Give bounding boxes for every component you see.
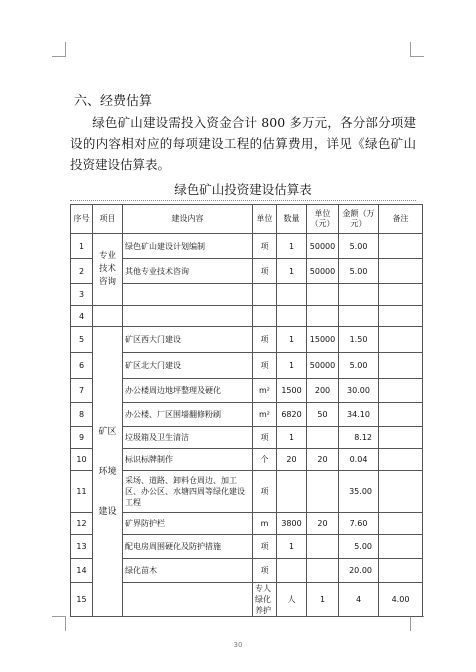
crop-mark [52,616,66,617]
cell-no: 7 [71,379,93,403]
cell-unit: 人 [277,583,307,617]
header-unit: 单位 [253,205,277,234]
cell-no: 8 [71,403,93,427]
cell-note [379,306,423,327]
cell-content: 其他专业技术咨询 [123,259,253,284]
cell-note [379,535,423,559]
cell-amount: 8.12 [339,427,379,449]
table-row [71,449,423,471]
cell-unit: 项 [253,353,277,379]
cell-price: 50 [307,403,339,427]
table-row [71,471,423,513]
cell-note [379,559,423,583]
cell-price: 20 [307,449,339,471]
table-title: 绿色矿山投资建设估算表 [174,182,312,197]
header-qty: 数量 [277,205,307,234]
table-row [71,403,423,427]
divider [70,200,416,201]
cell-content: 矿区北大门建设 [123,353,253,379]
table-row [71,259,423,284]
cell-amount: 4.00 [379,583,423,617]
cell-amount: 5.00 [339,259,379,284]
cell-unit: 项 [253,559,277,583]
cell-note [379,353,423,379]
cell-qty: 1500 [277,379,307,403]
cell-content: 垃圾箱及卫生清洁 [123,427,253,449]
cell-no: 1 [71,234,93,259]
cell-price: 200 [307,379,339,403]
cell-unit: m² [253,379,277,403]
table-row [71,234,423,259]
cell-note [379,327,423,353]
cell-qty: 1 [277,259,307,284]
table-row [71,513,423,535]
cell-no: 9 [71,427,93,449]
cell-note [379,284,423,306]
header-note: 备注 [379,205,423,234]
cell-qty: 1 [307,583,339,617]
table-row [71,379,423,403]
section-heading: 六、经费估算 [74,94,153,109]
cell-content: 专人绿化养护 [253,583,277,617]
cell-price [307,306,339,327]
cell-amount: 1.50 [339,327,379,353]
cell-price: 50000 [307,234,339,259]
page-number: 30 [233,641,243,649]
header-content: 建设内容 [123,205,253,234]
cell-amount: 35.00 [339,471,379,513]
cell-no: 15 [71,583,93,617]
cell-price [307,471,339,513]
cell-content: 绿色矿山建设计划编制 [123,234,253,259]
cell-note [379,513,423,535]
table-row [71,353,423,379]
cell-project [93,306,123,327]
header-project: 项目 [93,205,123,234]
paragraph-text: 绿色矿山建设需投入资金合计 800 多万元，各分部分项建设的内容相对应的每项建设工程的估算费用，详见《绿色矿山投资建设估算表。 [70,115,416,172]
cell-content: 配电房周围硬化及防护措施 [123,535,253,559]
cell-amount: 34.10 [339,403,379,427]
cell-note [379,234,423,259]
crop-mark [410,56,424,57]
cell-content: 采场、道路、卸料仓周边、加工区、办公区、水塘四周等绿化建设工程 [123,471,253,513]
table-row [71,284,423,306]
crop-mark [65,42,66,56]
cell-content: 标识标牌制作 [123,449,253,471]
cell-price: 50000 [307,353,339,379]
cell-project [123,583,253,617]
cell-no: 4 [71,306,93,327]
table-row [71,535,423,559]
cell-no: 10 [71,449,93,471]
cell-unit: 项 [253,259,277,284]
cell-price: 15000 [307,327,339,353]
cell-content: 矿界防护栏 [123,513,253,535]
cell-note [379,471,423,513]
cell-qty: 3800 [277,513,307,535]
cell-no: 5 [71,327,93,353]
cell-project-group: 矿区 环境 建设 [93,327,123,617]
cell-note [379,403,423,427]
cell-unit: m² [253,403,277,427]
header-price: 单位（元） [307,205,339,234]
cell-content: 办公楼、厂区围墙翻修粉刷 [123,403,253,427]
cell-qty: 1 [277,234,307,259]
cell-no: 14 [71,559,93,583]
table-row [71,327,423,353]
cell-amount: 5.00 [339,234,379,259]
cell-amount: 5.00 [339,535,379,559]
cell-qty [277,306,307,327]
cell-price [307,284,339,306]
cell-qty: 20 [277,449,307,471]
cell-content: 矿区西大门建设 [123,327,253,353]
cell-qty: 1 [277,535,307,559]
cell-amount [339,284,379,306]
table-header-row [71,205,423,234]
cell-price [307,559,339,583]
header-amount: 金额（万元） [339,205,379,234]
cell-no: 2 [71,259,93,284]
crop-mark [65,617,66,631]
cell-unit: 项 [253,471,277,513]
cell-qty [277,284,307,306]
cell-amount [339,306,379,327]
cell-amount: 20.00 [339,559,379,583]
cell-note [379,259,423,284]
cell-content [123,284,253,306]
cell-price: 4 [339,583,379,617]
body-paragraph [70,112,416,175]
header-no: 序号 [71,205,93,234]
budget-table [70,204,423,617]
cell-note [379,379,423,403]
cell-amount: 7.60 [339,513,379,535]
cell-price [307,427,339,449]
cell-unit: 项 [253,535,277,559]
cell-qty: 1 [277,427,307,449]
cell-content [123,306,253,327]
cell-amount: 5.00 [339,353,379,379]
cell-amount: 30.00 [339,379,379,403]
cell-note [379,449,423,471]
cell-unit: m [253,513,277,535]
crop-mark [52,56,66,57]
cell-unit: 项 [253,327,277,353]
cell-no: 11 [71,471,93,513]
cell-price: 50000 [307,259,339,284]
cell-unit: 个 [253,449,277,471]
cell-unit [253,306,277,327]
cell-note [379,427,423,449]
table-row [71,559,423,583]
cell-qty [277,471,307,513]
cell-amount: 0.04 [339,449,379,471]
cell-no: 13 [71,535,93,559]
cell-qty: 1 [277,327,307,353]
cell-content: 办公楼周边地坪整理及硬化 [123,379,253,403]
cell-unit: 项 [253,234,277,259]
table-row [71,583,423,617]
cell-no: 3 [71,284,93,306]
crop-mark [410,42,411,56]
cell-unit [253,284,277,306]
crop-mark [410,617,411,631]
table-row [71,306,423,327]
cell-qty: 1 [277,353,307,379]
cell-no: 6 [71,353,93,379]
cell-qty [277,559,307,583]
cell-qty: 6820 [277,403,307,427]
table-row [71,427,423,449]
cell-price: 20 [307,513,339,535]
cell-project-group: 专业技术咨询 [93,234,123,306]
cell-unit: 项 [253,427,277,449]
cell-price [307,535,339,559]
cell-content: 绿化苗木 [123,559,253,583]
cell-no: 12 [71,513,93,535]
